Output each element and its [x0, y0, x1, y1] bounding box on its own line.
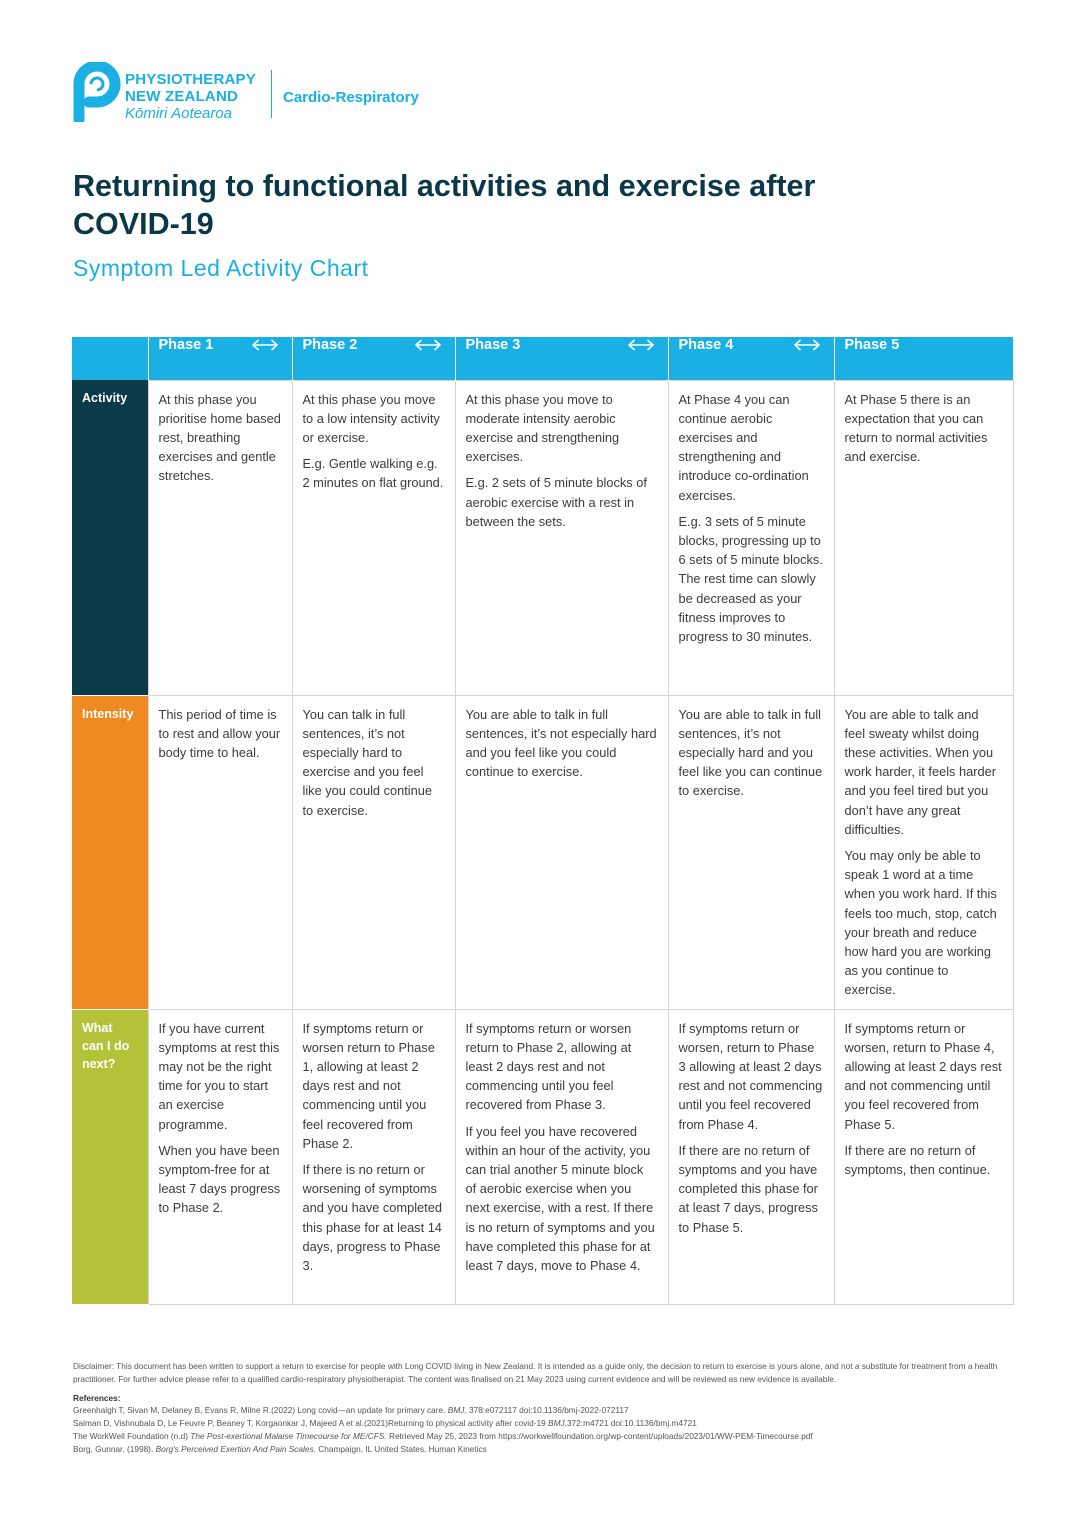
reference-source: The Post-exertional Malaise Timecourse for ME/CFS. — [190, 1430, 387, 1441]
reference-text: Retrieved May 25, 2023 from https://workwellfoundation.org/wp-content/uploads/2023/01/WW-PEM-Timecourse.pdf — [386, 1430, 813, 1441]
activity-chart-table — [72, 337, 1014, 1305]
row-label-intensity: Intensity — [72, 695, 148, 1009]
intensity-phase-4-cell — [668, 695, 834, 1009]
cell-text: You are able to talk and feel sweaty whilst doing these activities. When you work harder, it feels harder and you feel tired but you don’t have any great difficulties. — [844, 706, 997, 837]
page-title: Returning to functional activities and exercise after COVID-19 — [73, 169, 816, 241]
cell-text: At Phase 4 you can continue aerobic exercises and strengthening and introduce co-ordination exercises. — [678, 391, 809, 503]
reference-text: Greenhalgh T, Sivan M, Delaney B, Evans R, Milne R.(2022) Long covid—an update for primary care. — [73, 1405, 448, 1416]
intensity-phase-1-cell — [148, 695, 292, 1009]
reference-source: BMJ, — [447, 1405, 467, 1416]
reference-source: BMJ, — [548, 1418, 567, 1429]
intensity-phase-2-cell — [292, 695, 455, 1009]
reference-item — [73, 1430, 1008, 1443]
phase-1-label: Phase 1 — [158, 337, 214, 353]
cell-text: E.g. Gentle walking e.g. 2 minutes on flat ground. — [302, 456, 444, 491]
cell-text: This period of time is to rest and allow your body time to heal. — [158, 706, 281, 760]
double-arrow-icon — [790, 339, 824, 351]
reference-source: Borg's Perceived Exertion And Pain Scales. — [155, 1443, 316, 1454]
cell-text: You are able to talk in full sentences, it’s not especially hard and you feel like you could continue to exercise. — [465, 706, 657, 780]
double-arrow-icon — [411, 339, 445, 351]
cell-text: At this phase you move to a low intensity activity or exercise. — [302, 391, 440, 445]
reference-text: Salman D, Vishnubala D, Le Feuvre P, Beaney T, Korgaonkar J, Majeed A et al.(2021)Returning to physical activity after covid-19 — [73, 1418, 549, 1429]
reference-text: Champaign, IL United States. Human Kinetics — [315, 1443, 487, 1454]
header-corner — [72, 337, 148, 380]
intensity-phase-3-cell — [455, 695, 668, 1009]
next-phase-2-cell — [292, 1009, 455, 1304]
cell-text: If there are no return of symptoms and you have completed this phase for at least 7 days, progress to Phase 5. — [678, 1142, 818, 1235]
page-subtitle: Symptom Led Activity Chart — [73, 255, 369, 281]
reference-text: Borg, Gunnar. (1998). — [73, 1443, 156, 1454]
references-heading: References: — [73, 1392, 121, 1403]
cell-text: When you have been symptom-free for at least 7 days progress to Phase 2. — [158, 1142, 281, 1216]
cell-text: You may only be able to speak 1 word at a time when you work hard. If this feels too much, stop, catch your breath and reduce how hard you are working as you continue to exercise. — [844, 847, 997, 998]
activity-phase-4-cell — [668, 380, 834, 695]
cell-text: At this phase you move to moderate intensity aerobic exercise and strengthening exercises. — [465, 391, 620, 465]
reference-text: 378:e072117 doi:10.1136/bmj-2022-072117 — [466, 1405, 629, 1416]
footer — [73, 1360, 1008, 1456]
brand-name-maori: Kōmiri Aotearoa — [125, 105, 232, 122]
reference-item — [73, 1404, 1008, 1417]
reference-text: The WorkWell Foundation (n.d) — [73, 1430, 191, 1441]
intensity-phase-5-cell — [834, 695, 1013, 1009]
phase-2-label: Phase 2 — [302, 337, 358, 353]
next-steps-row — [72, 1009, 1013, 1304]
brand-name-line1: PHYSIOTHERAPY — [125, 71, 256, 88]
cell-text: If there is no return or worsening of symptoms and you have completed this phase for at least 14 days, progress to Phase 3. — [302, 1161, 442, 1273]
logo-divider — [271, 70, 272, 118]
next-phase-3-cell — [455, 1009, 668, 1304]
brand-name-line2: NEW ZEALAND — [125, 88, 239, 105]
cell-text: If symptoms return or worsen return to Phase 1, allowing at least 2 days rest and not commencing until you feel recovered from Phase 2. — [302, 1020, 435, 1151]
activity-row — [72, 380, 1013, 695]
phase-4-header — [668, 337, 834, 380]
row-label-next-steps: What can I do next? — [72, 1009, 148, 1304]
physiotherapy-logo-icon — [73, 62, 121, 122]
phase-4-label: Phase 4 — [678, 337, 734, 353]
reference-item — [73, 1417, 1008, 1430]
phase-3-label: Phase 3 — [465, 337, 521, 353]
cell-text: You can talk in full sentences, it’s not especially hard to exercise and you feel like you could continue to exercise. — [302, 706, 432, 818]
cell-text: If symptoms return or worsen, return to Phase 4, allowing at least 2 days rest and not commencing until you feel recovered from Phase 5. — [844, 1020, 1002, 1132]
reference-item — [73, 1443, 1008, 1456]
cell-text: If symptoms return or worsen return to Phase 2, allowing at least 2 days rest and not commencing until you feel recovered from Phase 3. — [465, 1020, 632, 1113]
double-arrow-icon — [248, 339, 282, 351]
cell-text: If symptoms return or worsen, return to Phase 3 allowing at least 2 days rest and not commencing until you feel recovered from Phase 4. — [678, 1020, 823, 1132]
cell-text: If you feel you have recovered within an hour of the activity, you can trial another 5 minute block of aerobic exercise when you next exercise, with a rest. If there is no return of symptoms and you have completed this phase for at least 7 days, move to Phase 4. — [465, 1123, 655, 1273]
row-label-activity: Activity — [72, 380, 148, 695]
table-header-row — [72, 337, 1013, 380]
cell-text: If you have current symptoms at rest this may not be the right time for you to start an exercise programme. — [158, 1020, 280, 1132]
cell-text: You are able to talk in full sentences, it’s not especially hard and you feel like you can continue to exercise. — [678, 706, 823, 799]
phase-3-header — [455, 337, 668, 380]
cell-text: If there are no return of symptoms, then continue. — [844, 1142, 991, 1177]
next-phase-1-cell — [148, 1009, 292, 1304]
intensity-row — [72, 695, 1013, 1009]
activity-phase-3-cell — [455, 380, 668, 695]
cell-text: At Phase 5 there is an expectation that you can return to normal activities and exercise. — [844, 391, 988, 465]
next-phase-4-cell — [668, 1009, 834, 1304]
brand-logo — [73, 62, 473, 122]
phase-2-header — [292, 337, 455, 380]
reference-text: 372:m4721 doi:10.1136/bmj.m4721 — [566, 1418, 697, 1429]
brand-name — [125, 71, 256, 122]
next-phase-5-cell — [834, 1009, 1013, 1304]
cell-text: At this phase you prioritise home based rest, breathing exercises and gentle stretches. — [158, 391, 281, 484]
phase-1-header — [148, 337, 292, 380]
phase-5-label: Phase 5 — [844, 337, 900, 353]
phase-5-header — [834, 337, 1013, 380]
double-arrow-icon — [624, 339, 658, 351]
activity-phase-2-cell — [292, 380, 455, 695]
disclaimer: Disclaimer: This document has been written to support a return to exercise for people with Long COVID living in New Zealand. It is intended as a guide only, the decision to return to exercise is yours alone, and not a substitute for treatment from a health practitioner. For further advice please refer to a qualified cardio-respiratory physiotherapist. The content was finalised on 21 May 2023 using current evidence and will be reviewed as new evidence is available. — [73, 1361, 998, 1384]
cell-text: E.g. 3 sets of 5 minute blocks, progressing up to 6 sets of 5 minute blocks. The rest time can slowly be decreased as your fitness improves to progress to 30 minutes. — [678, 513, 823, 644]
activity-phase-5-cell — [834, 380, 1013, 695]
activity-phase-1-cell — [148, 380, 292, 695]
brand-division: Cardio-Respiratory — [283, 89, 419, 106]
cell-text: E.g. 2 sets of 5 minute blocks of aerobic exercise with a rest in between the sets. — [465, 475, 647, 529]
